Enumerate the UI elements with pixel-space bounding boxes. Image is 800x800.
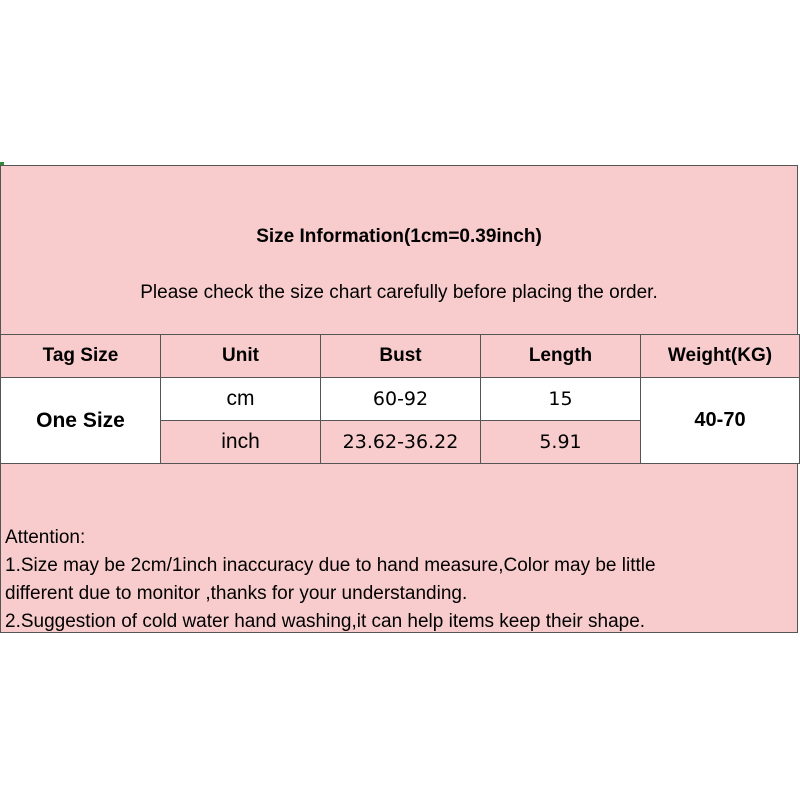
- tag-size-value: One Size: [1, 378, 161, 464]
- unit-cell: cm: [161, 378, 321, 421]
- attention-line: 1.Size may be 2cm/1inch inaccuracy due to hand measure,Color may be little: [5, 555, 656, 576]
- weight-value: 40-70: [641, 378, 800, 464]
- size-info-title: Size Information(1cm=0.39inch): [256, 226, 542, 247]
- length-cell: 5.91: [481, 421, 641, 464]
- attention-heading: Attention:: [5, 527, 86, 548]
- unit-cell: inch: [161, 421, 321, 464]
- table-header-row: [1, 335, 800, 378]
- header-weight: Weight(KG): [641, 335, 800, 378]
- size-info-panel: [0, 165, 798, 633]
- length-cell: 15: [481, 378, 641, 421]
- size-table: [0, 334, 800, 464]
- attention-line: 2.Suggestion of cold water hand washing,it can help items keep their shape.: [5, 611, 646, 632]
- size-info-subtitle: Please check the size chart carefully before placing the order.: [140, 282, 658, 303]
- header-tag-size: Tag Size: [1, 335, 161, 378]
- header-unit: Unit: [161, 335, 321, 378]
- header-bust: Bust: [321, 335, 481, 378]
- bust-cell: 23.62-36.22: [321, 421, 481, 464]
- attention-notes: [5, 524, 795, 636]
- header-length: Length: [481, 335, 641, 378]
- table-row: [1, 378, 800, 421]
- attention-line: different due to monitor ,thanks for your understanding.: [5, 583, 468, 604]
- bust-cell: 60-92: [321, 378, 481, 421]
